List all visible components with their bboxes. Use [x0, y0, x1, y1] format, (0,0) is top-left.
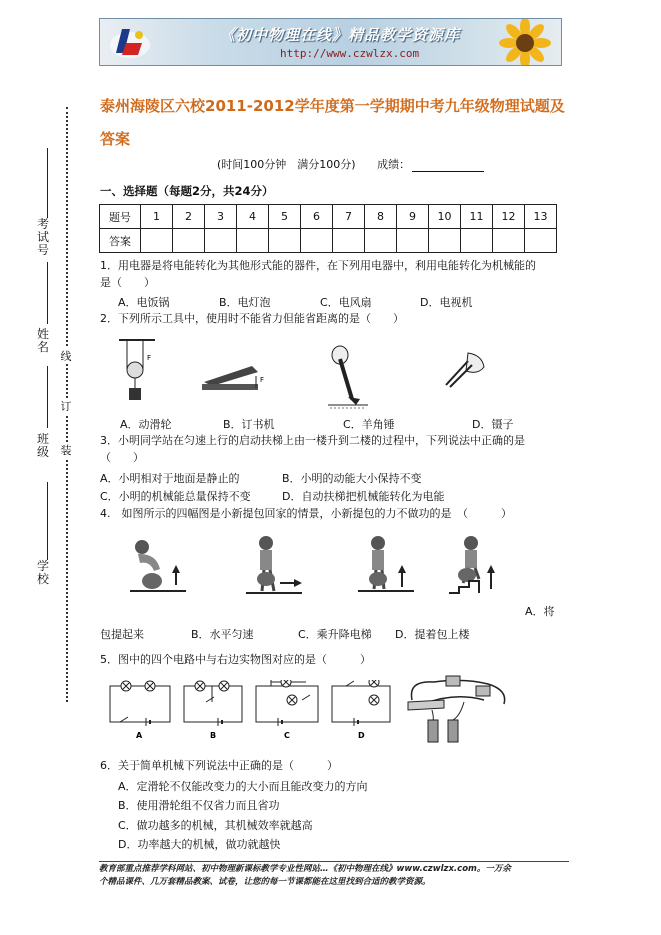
q5-stem: 5．图中的四个电路中与右边实物图对应的是（ ）	[100, 653, 371, 666]
school-label: 学校	[36, 559, 49, 586]
binding-xian: 线	[60, 350, 72, 363]
walk-horizontal-figure	[244, 535, 304, 597]
exam-meta	[217, 156, 484, 172]
exam-no-label: 考试号	[36, 217, 49, 257]
table-cell: 13	[525, 205, 557, 229]
exam-time: (时间100分钟 满分100分)	[217, 158, 356, 171]
table-cell: 8	[365, 205, 397, 229]
elevator-figure	[356, 535, 416, 597]
answer-cell[interactable]	[461, 229, 493, 253]
circuit-label-a: A	[136, 731, 143, 740]
q4-option-a-rest: 包提起来	[100, 628, 144, 641]
circuit-d	[332, 680, 390, 726]
q1-option-d: D．电视机	[420, 296, 473, 309]
score-label: 成绩：	[377, 158, 411, 171]
circuit-label-d: D	[358, 731, 365, 740]
q6-option-a: A．定滑轮不仅能改变力的大小而且能改变力的方向	[118, 780, 368, 793]
q2-option-d: D．镊子	[472, 418, 514, 431]
answer-cell[interactable]	[397, 229, 429, 253]
site-logo	[108, 25, 152, 61]
exam-no-underline	[47, 148, 48, 218]
answer-table	[99, 204, 557, 253]
stapler-icon	[198, 352, 268, 397]
q1-option-b: B．电灯泡	[219, 296, 271, 309]
movable-pulley-icon	[117, 338, 157, 408]
q2-option-b: B．订书机	[223, 418, 275, 431]
table-cell: 6	[301, 205, 333, 229]
q4-stem: 4. 如图所示的四幅图是小新提包回家的情景，小新提包的力不做功的是 （ ）	[100, 507, 512, 520]
answer-cell[interactable]	[269, 229, 301, 253]
q1-option-c: C．电风扇	[320, 296, 372, 309]
answer-cell[interactable]	[333, 229, 365, 253]
sunflower-icon	[485, 18, 555, 66]
circuit-label-b: B	[210, 731, 217, 740]
table-cell: 2	[173, 205, 205, 229]
table-cell: 3	[205, 205, 237, 229]
answer-cell[interactable]	[173, 229, 205, 253]
q2-stem: 2．下列所示工具中，使用时不能省力但能省距离的是（ ）	[100, 312, 404, 325]
answer-cell[interactable]	[301, 229, 333, 253]
q4-option-d: D．提着包上楼	[395, 628, 470, 641]
physical-circuit-photo	[404, 670, 512, 748]
page-footer	[99, 861, 569, 889]
table-cell: 9	[397, 205, 429, 229]
q2-option-a: A．动滑轮	[120, 418, 172, 431]
q3-stem-2: （ ）	[100, 451, 144, 464]
footer-line-1: 教育部重点推荐学科网站、初中物理新课标教学专业性网站…《初中物理在线》www.czwlzx.com。一万余	[99, 864, 511, 874]
svg-text:F: F	[260, 376, 265, 384]
q3-option-b: B．小明的动能大小保持不变	[282, 472, 422, 485]
answer-cell[interactable]	[141, 229, 173, 253]
q6-option-b: B．使用滑轮组不仅省力而且省功	[118, 799, 280, 812]
table-row	[100, 229, 557, 253]
lift-bag-figure	[128, 535, 188, 597]
answer-cell[interactable]	[365, 229, 397, 253]
banner-url: http://www.czwlzx.com	[280, 47, 420, 60]
class-label: 班级	[36, 432, 49, 459]
stairs-figure	[447, 535, 507, 597]
circuit-b	[184, 681, 242, 726]
name-underline	[47, 262, 48, 324]
table-cell: 1	[141, 205, 173, 229]
circuit-label-c: C	[284, 731, 290, 740]
score-blank[interactable]	[412, 161, 484, 172]
answer-cell[interactable]	[237, 229, 269, 253]
page-title: 泰州海陵区六校2011-2012学年度第一学期期中考九年级物理试题及答案	[100, 97, 565, 148]
circuit-diagrams	[106, 680, 416, 742]
circuit-c	[256, 680, 318, 726]
table-head-cell: 答案	[100, 229, 141, 253]
section-heading: 一、选择题（每题2分，共24分）	[100, 184, 274, 198]
circuit-a	[110, 681, 170, 726]
q1-stem-1: 1．用电器是将电能转化为其他形式能的器件，在下列用电器中，利用电能转化为机械能的	[100, 259, 536, 272]
q6-stem: 6．关于简单机械下列说法中正确的是（ ）	[100, 759, 338, 772]
footer-line-2: 个精品课件、几万套精品教案、试卷，让您的每一节课都能在这里找到合适的教学资源。	[99, 877, 431, 887]
school-underline	[47, 482, 48, 560]
q4-option-b: B．水平匀速	[191, 628, 254, 641]
svg-text:F: F	[147, 354, 152, 362]
q6-option-c: C．做功越多的机械，其机械效率就越高	[118, 819, 313, 832]
q3-option-c: C．小明的机械能总量保持不变	[100, 490, 251, 503]
table-cell: 5	[269, 205, 301, 229]
q1-stem-2: 是（ ）	[100, 276, 155, 289]
table-head-cell: 题号	[100, 205, 141, 229]
binding-ding: 订	[60, 400, 72, 413]
q4-option-a-tail: A．将	[525, 605, 555, 618]
q4-option-c: C．乘升降电梯	[298, 628, 372, 641]
answer-cell[interactable]	[429, 229, 461, 253]
table-row	[100, 205, 557, 229]
q6-option-d: D．功率越大的机械，做功就越快	[118, 838, 281, 851]
tweezers-icon	[438, 345, 488, 395]
table-cell: 12	[493, 205, 525, 229]
answer-cell[interactable]	[493, 229, 525, 253]
table-cell: 11	[461, 205, 493, 229]
binding-zhuang: 装	[60, 444, 72, 457]
class-underline	[47, 366, 48, 428]
q3-option-d: D．自动扶梯把机械能转化为电能	[282, 490, 445, 503]
q3-option-a: A．小明相对于地面是静止的	[100, 472, 240, 485]
q2-option-c: C．羊角锤	[343, 418, 395, 431]
header-banner	[99, 18, 562, 66]
q1-option-a: A．电饭锅	[118, 296, 170, 309]
q3-stem-1: 3．小明同学站在匀速上行的启动扶梯上由一楼升到二楼的过程中，下列说法中正确的是	[100, 434, 525, 447]
table-cell: 4	[237, 205, 269, 229]
table-cell: 10	[429, 205, 461, 229]
banner-title: 《初中物理在线》精品教学资源库	[220, 26, 461, 44]
answer-cell[interactable]	[525, 229, 557, 253]
table-cell: 7	[333, 205, 365, 229]
answer-cell[interactable]	[205, 229, 237, 253]
name-label: 姓名	[36, 327, 49, 354]
claw-hammer-icon	[328, 341, 368, 411]
